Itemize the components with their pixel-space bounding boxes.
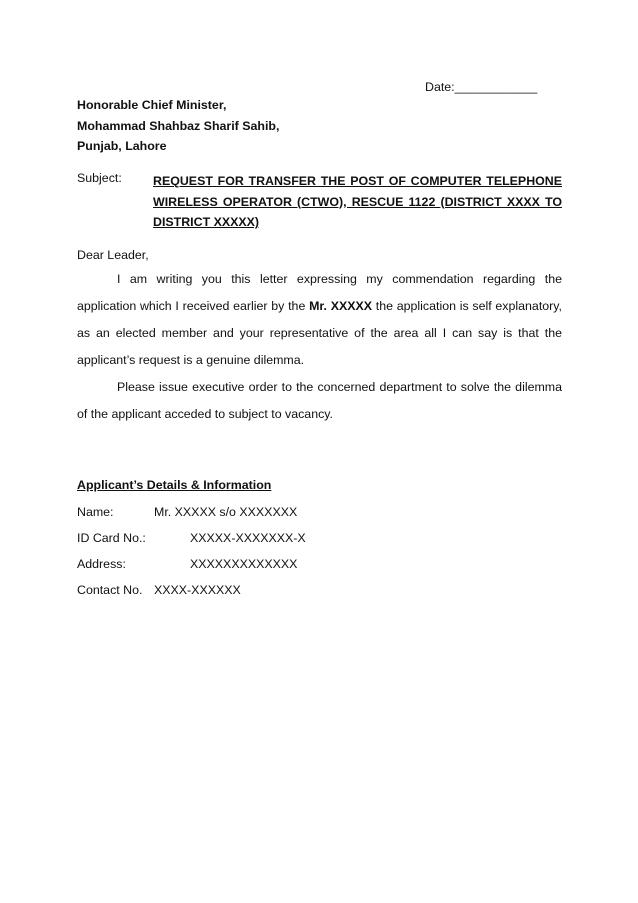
recipient-block (77, 95, 279, 157)
salutation: Dear Leader, (77, 248, 149, 262)
subject-text: REQUEST FOR TRANSFER THE POST OF COMPUTER TELEPHONE WIRELESS OPERATOR (CTWO), RESCUE 1122 (DISTRICT XXXX TO DISTRICT XXXXX) (153, 174, 562, 229)
body-paragraph-2: Please issue executive order to the concerned department to solve the dilemma of the applicant acceded to subject to vacancy. (77, 380, 562, 421)
recipient-name: Mohammad Shahbaz Sharif Sahib, (77, 118, 280, 133)
details-heading: Applicant’s Details & Information (77, 478, 272, 492)
recipient-location: Punjab, Lahore (77, 139, 167, 153)
contact-value: XXXX-XXXXXX (154, 583, 241, 597)
letter-body (77, 266, 562, 428)
id-card-value: XXXXX-XXXXXXX-X (190, 531, 306, 545)
contact-label: Contact No. (77, 583, 143, 597)
name-label: Name: (77, 505, 114, 519)
address-value: XXXXXXXXXXXXX (190, 557, 298, 571)
recipient-title: Honorable Chief Minister, (77, 98, 227, 112)
subject-label: Subject: (77, 171, 122, 185)
paragraph-1-text-start: I am writing you this letter expressing my commendation regarding the application which I received earlier by the (77, 272, 562, 313)
address-label: Address: (77, 557, 126, 571)
id-card-label: ID Card No.: (77, 531, 146, 545)
date-line: Date:____________ (425, 80, 538, 94)
applicant-name-bold: Mr. XXXXX (309, 299, 373, 313)
body-paragraph-1 (77, 266, 562, 374)
name-value: Mr. XXXXX s/o XXXXXXX (154, 505, 298, 519)
paragraph-1-text-end: the application is self explanatory, as an elected member and your representative of the area all I can say is that the applicant’s request is a genuine dilemma. (77, 299, 562, 367)
